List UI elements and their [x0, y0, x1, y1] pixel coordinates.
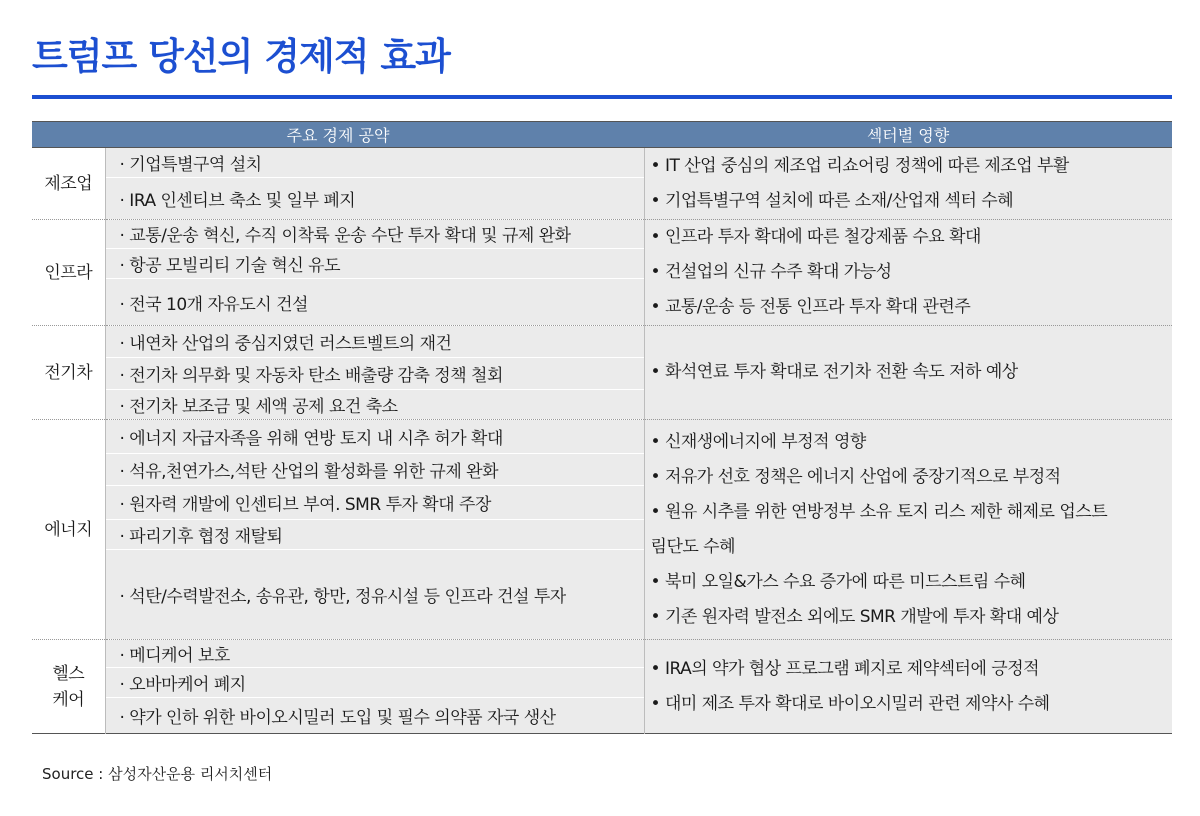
table-row — [32, 220, 1172, 249]
impact-item: 림단도 수혜 — [650, 536, 736, 557]
impact-item: • 저유가 선호 정책은 에너지 산업에 중장기적으로 부정적 — [650, 466, 1061, 487]
impact-cell — [644, 640, 1172, 734]
pledge-item: · 원자력 개발에 인센티브 부여. SMR 투자 확대 주장 — [105, 486, 644, 520]
pledge-item: · 에너지 자급자족을 위해 연방 토지 내 시추 허가 확대 — [105, 420, 644, 454]
sector-label: 전기차 — [32, 326, 105, 420]
pledge-item: · 전국 10개 자유도시 건설 — [105, 279, 644, 326]
impact-item: • 북미 오일&가스 수요 증가에 따른 미드스트림 수혜 — [650, 571, 1026, 592]
pledge-item: · 기업특별구역 설치 — [105, 148, 644, 178]
table-row — [32, 420, 1172, 454]
impact-cell — [644, 148, 1172, 220]
table-row — [32, 640, 1172, 668]
impact-cell — [644, 420, 1172, 640]
impact-item: • 건설업의 신규 수주 확대 가능성 — [650, 262, 892, 282]
impact-item: • IT 산업 중심의 제조업 리쇼어링 정책에 따른 제조업 부활 — [650, 155, 1069, 176]
impact-item: • 기존 원자력 발전소 외에도 SMR 개발에 투자 확대 예상 — [650, 606, 1059, 627]
impact-item: • 인프라 투자 확대에 따른 철강제품 수요 확대 — [650, 227, 981, 247]
pledge-item: · 메디케어 보호 — [105, 640, 644, 668]
pledge-item: · 오바마케어 폐지 — [105, 668, 644, 698]
impact-cell — [644, 326, 1172, 420]
sector-label: 헬스 케어 — [32, 640, 105, 734]
pledge-item: · 항공 모빌리티 기술 혁신 유도 — [105, 248, 644, 279]
pledge-item: · IRA 인센티브 축소 및 일부 폐지 — [105, 178, 644, 220]
header-impact: 섹터별 영향 — [644, 122, 1172, 148]
impact-item: • 원유 시추를 위한 연방정부 소유 토지 리스 제한 해제로 업스트 — [650, 501, 1108, 522]
sector-label: 제조업 — [32, 148, 105, 220]
header-pledges: 주요 경제 공약 — [32, 122, 644, 148]
pledge-item: · 파리기후 협정 재탈퇴 — [105, 520, 644, 550]
pledge-item: · 전기차 의무화 및 자동차 탄소 배출량 감축 정책 철회 — [105, 358, 644, 390]
pledge-item: · 석탄/수력발전소, 송유관, 항만, 정유시설 등 인프라 건설 투자 — [105, 550, 644, 640]
impact-cell — [644, 220, 1172, 326]
table-row — [32, 326, 1172, 358]
table-header-row — [32, 122, 1172, 148]
sector-label: 인프라 — [32, 220, 105, 326]
pledge-item: · 약가 인하 위한 바이오시밀러 도입 및 필수 의약품 자국 생산 — [105, 698, 644, 734]
impact-item: • 기업특별구역 설치에 따른 소재/산업재 섹터 수혜 — [650, 190, 1014, 211]
impact-item: • 화석연료 투자 확대로 전기차 전환 속도 저하 예상 — [650, 362, 1018, 382]
title-divider — [32, 95, 1172, 99]
impact-item: • IRA의 약가 협상 프로그램 폐지로 제약섹터에 긍정적 — [650, 658, 1040, 679]
table-body — [32, 148, 1172, 734]
impact-item: • 대미 제조 투자 확대로 바이오시밀러 관련 제약사 수혜 — [650, 693, 1050, 714]
table-row — [32, 148, 1172, 178]
sector-label: 에너지 — [32, 420, 105, 640]
impact-item: • 교통/운송 등 전통 인프라 투자 확대 관련주 — [650, 297, 971, 317]
impact-item: • 신재생에너지에 부정적 영향 — [650, 431, 866, 452]
pledge-item: · 교통/운송 혁신, 수직 이착륙 운송 수단 투자 확대 및 규제 완화 — [105, 220, 644, 249]
pledge-item: · 내연차 산업의 중심지였던 러스트벨트의 재건 — [105, 326, 644, 358]
page-title: 트럼프 당선의 경제적 효과 — [32, 35, 450, 78]
pledge-item: · 전기차 보조금 및 세액 공제 요건 축소 — [105, 390, 644, 420]
economic-effects-table — [32, 121, 1172, 734]
pledge-item: · 석유,천연가스,석탄 산업의 활성화를 위한 규제 완화 — [105, 454, 644, 486]
source-note: Source : 삼성자산운용 리서치센터 — [42, 765, 273, 783]
